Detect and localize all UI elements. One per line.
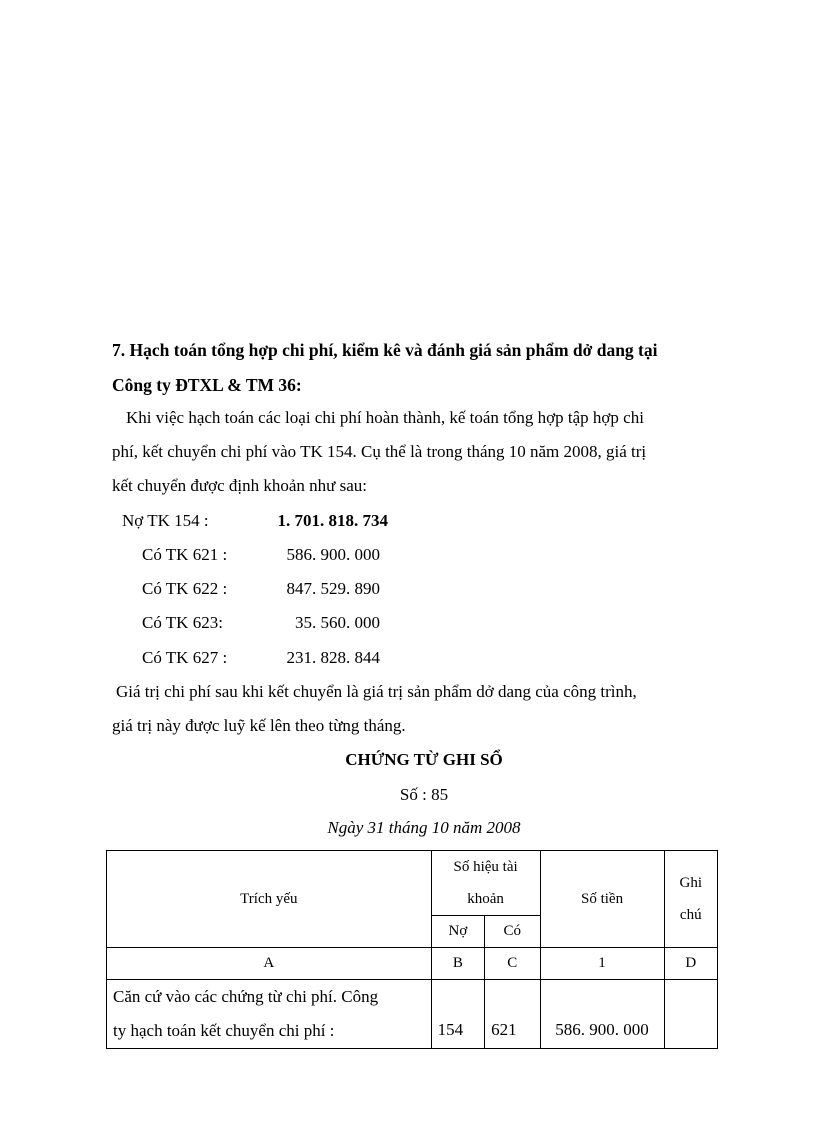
header-note-line-2: chú bbox=[679, 907, 702, 923]
section-heading-line-2: Công ty ĐTXL & TM 36: bbox=[112, 375, 302, 395]
header-debit: Nợ bbox=[431, 916, 484, 948]
row-summary-line-2: ty hạch toán kết chuyển chi phí : bbox=[113, 1021, 335, 1040]
header-credit: Có bbox=[485, 916, 540, 948]
code-summary: A bbox=[107, 948, 432, 980]
table-row bbox=[107, 980, 718, 1049]
table-code-row bbox=[107, 948, 718, 980]
credit-entry-label: Có TK 627 : bbox=[142, 648, 228, 667]
row-amount: 586. 900. 000 bbox=[540, 980, 664, 1049]
row-note bbox=[664, 980, 717, 1049]
intro-line-3: kết chuyển được định khoản như sau: bbox=[112, 476, 367, 495]
voucher-number: Số : 85 bbox=[399, 785, 449, 804]
row-credit: 621 bbox=[485, 980, 540, 1049]
header-note bbox=[664, 851, 717, 948]
code-credit: C bbox=[485, 948, 540, 980]
code-debit: B bbox=[431, 948, 484, 980]
voucher-title: CHỨNG TỪ GHI SỔ bbox=[345, 750, 503, 769]
voucher-table bbox=[106, 850, 718, 1049]
row-debit: 154 bbox=[431, 980, 484, 1049]
debit-entry-label: Nợ TK 154 : bbox=[122, 511, 209, 530]
conclusion-line-2: giá trị này được luỹ kế lên theo từng tháng. bbox=[112, 716, 406, 735]
credit-entry-label: Có TK 621 : bbox=[142, 545, 228, 564]
row-summary-line-1: Căn cứ vào các chứng từ chi phí. Công bbox=[113, 987, 379, 1006]
credit-entry-label: Có TK 622 : bbox=[142, 579, 228, 598]
header-account-line-2: khoản bbox=[467, 891, 504, 907]
credit-entry-value: 35. 560. 000 bbox=[295, 613, 380, 632]
credit-entry-value: 586. 900. 000 bbox=[286, 545, 380, 564]
row-summary bbox=[107, 980, 432, 1049]
header-summary: Trích yếu bbox=[107, 851, 432, 948]
intro-line-2: phí, kết chuyển chi phí vào TK 154. Cụ thể là trong tháng 10 năm 2008, giá trị bbox=[112, 442, 647, 461]
credit-entry-value: 231. 828. 844 bbox=[286, 648, 380, 667]
code-note: D bbox=[664, 948, 717, 980]
debit-entry-value: 1. 701. 818. 734 bbox=[277, 511, 388, 530]
table-header-row bbox=[107, 851, 718, 916]
credit-entry-value: 847. 529. 890 bbox=[286, 579, 380, 598]
voucher-date: Ngày 31 tháng 10 năm 2008 bbox=[327, 818, 521, 837]
header-account-number bbox=[431, 851, 540, 916]
conclusion-line-1: Giá trị chi phí sau khi kết chuyển là giá trị sản phẩm dở dang của công trình, bbox=[116, 682, 637, 701]
header-amount: Số tiền bbox=[540, 851, 664, 948]
header-note-line-1: Ghi bbox=[679, 875, 703, 891]
section-heading-line-1: 7. Hạch toán tổng hợp chi phí, kiểm kê và đánh giá sản phẩm dở dang tại bbox=[112, 340, 658, 360]
header-account-line-1: Số hiệu tài bbox=[453, 859, 518, 875]
credit-entry-label: Có TK 623: bbox=[142, 613, 223, 632]
code-amount: 1 bbox=[540, 948, 664, 980]
intro-line-1: Khi việc hạch toán các loại chi phí hoàn thành, kế toán tổng hợp tập hợp chi bbox=[126, 408, 644, 427]
